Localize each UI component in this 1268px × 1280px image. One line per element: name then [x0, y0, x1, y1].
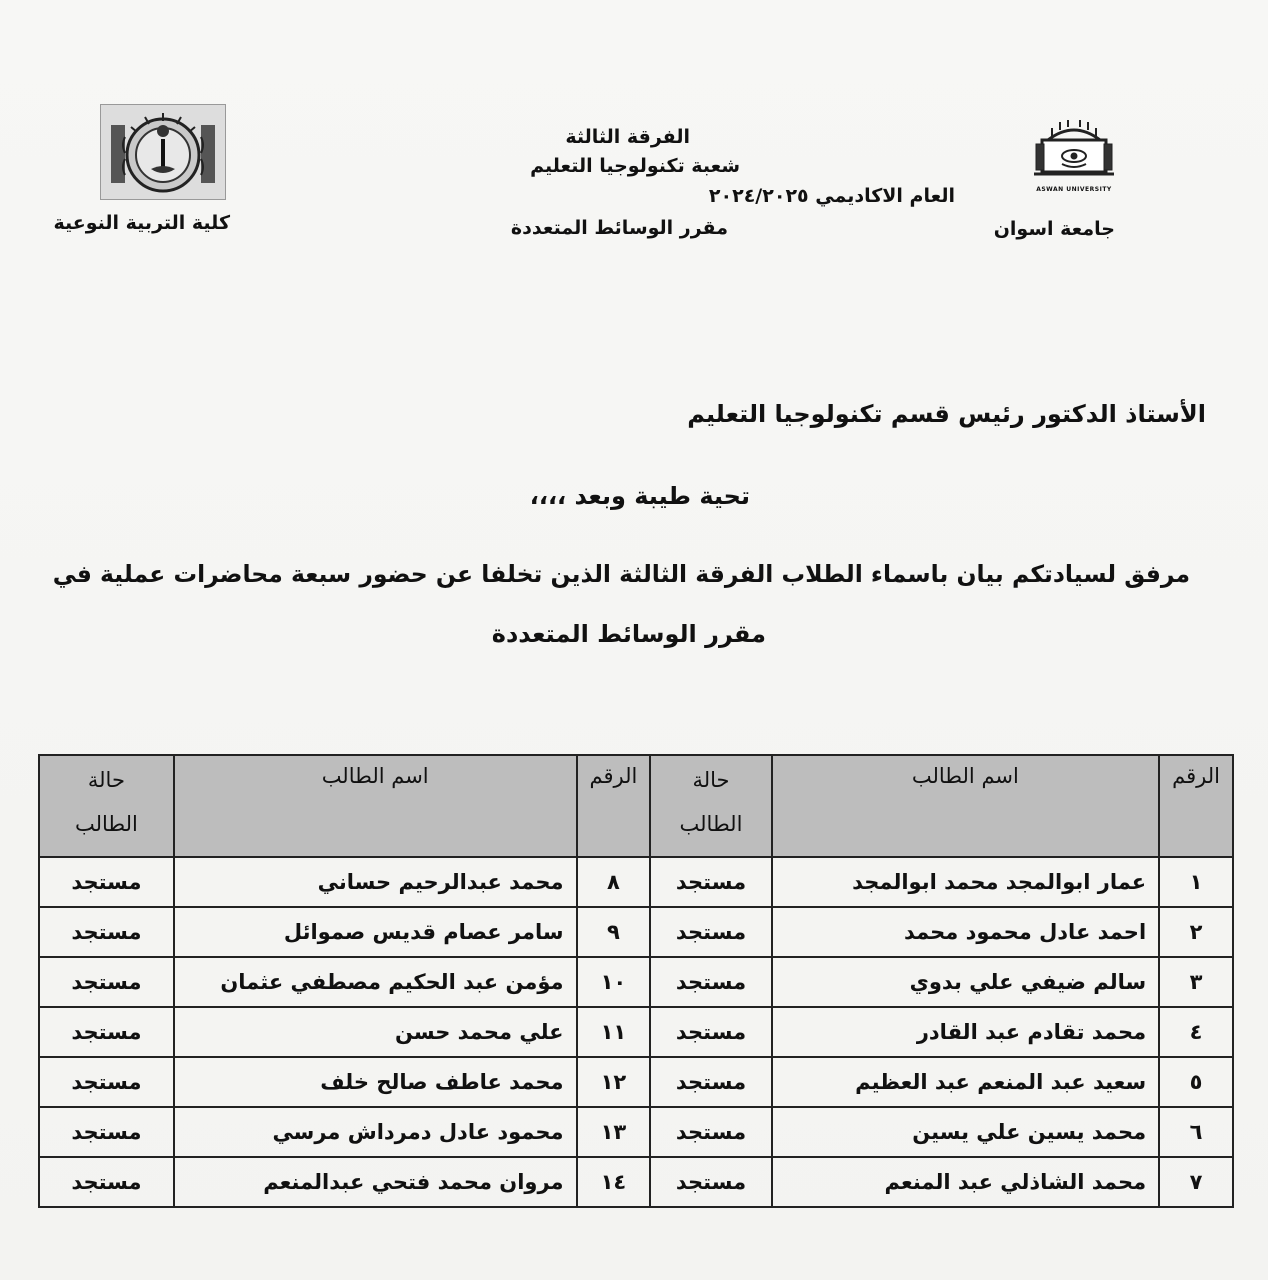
letter-addressee: الأستاذ الدكتور رئيس قسم تكنولوجيا التعليم — [687, 400, 1206, 428]
student-name: سعيد عبد المنعم عبد العظيم — [772, 1057, 1160, 1107]
student-name: محمد يسين علي يسين — [772, 1107, 1160, 1157]
student-name: محمد عبدالرحيم حساني — [174, 857, 577, 907]
table-row — [39, 1107, 1233, 1157]
header-number-2: الرقم — [577, 755, 651, 857]
row-number: ١٢ — [577, 1057, 651, 1107]
row-number: ٥ — [1159, 1057, 1233, 1107]
student-name: سامر عصام قديس صموائل — [174, 907, 577, 957]
student-name: مؤمن عبد الحكيم مصطفي عثمان — [174, 957, 577, 1007]
header-status-2: حالة الطالب — [39, 755, 174, 857]
faculty-name: كلية التربية النوعية — [53, 212, 230, 234]
row-number: ١٣ — [577, 1107, 651, 1157]
header-name-2: اسم الطالب — [174, 755, 577, 857]
letter-body-line2: مقرر الوسائط المتعددة — [491, 620, 766, 648]
header-name: اسم الطالب — [772, 755, 1160, 857]
row-number: ٢ — [1159, 907, 1233, 957]
student-name: محمود عادل دمرداش مرسي — [174, 1107, 577, 1157]
course-name: مقرر الوسائط المتعددة — [510, 217, 728, 239]
row-number: ٤ — [1159, 1007, 1233, 1057]
faculty-logo — [100, 104, 226, 200]
row-number: ١٠ — [577, 957, 651, 1007]
row-number: ١٤ — [577, 1157, 651, 1207]
row-number: ٣ — [1159, 957, 1233, 1007]
row-number: ٧ — [1159, 1157, 1233, 1207]
header-status: حالة الطالب — [650, 755, 771, 857]
student-status: مستجد — [39, 857, 174, 907]
student-status: مستجد — [650, 1057, 771, 1107]
row-number: ١١ — [577, 1007, 651, 1057]
attendance-table — [38, 754, 1234, 1208]
table-row — [39, 1007, 1233, 1057]
letter-greeting: تحية طيبة وبعد ،،،، — [529, 482, 750, 510]
student-name: محمد تقادم عبد القادر — [772, 1007, 1160, 1057]
letter-body-line1: مرفق لسيادتكم بيان باسماء الطلاب الفرقة الثالثة الذين تخلفا عن حضور سبعة محاضرات عملية في — [52, 560, 1190, 588]
student-status: مستجد — [39, 1057, 174, 1107]
student-name: محمد الشاذلي عبد المنعم — [772, 1157, 1160, 1207]
row-number: ٨ — [577, 857, 651, 907]
student-status: مستجد — [650, 1157, 771, 1207]
table-row — [39, 857, 1233, 907]
table-header-row — [39, 755, 1233, 857]
student-name: علي محمد حسن — [174, 1007, 577, 1057]
table-row — [39, 1157, 1233, 1207]
university-logo-caption: ASWAN UNIVERSITY — [1036, 186, 1112, 193]
table-row — [39, 957, 1233, 1007]
student-name: محمد عاطف صالح خلف — [174, 1057, 577, 1107]
year-level: الفرقة الثالثة — [565, 126, 690, 148]
student-status: مستجد — [650, 857, 771, 907]
student-name: احمد عادل محمود محمد — [772, 907, 1160, 957]
student-status: مستجد — [39, 1157, 174, 1207]
row-number: ١ — [1159, 857, 1233, 907]
student-name: عمار ابوالمجد محمد ابوالمجد — [772, 857, 1160, 907]
division-name: شعبة تكنولوجيا التعليم — [530, 155, 740, 177]
student-name: مروان محمد فتحي عبدالمنعم — [174, 1157, 577, 1207]
student-name: سالم ضيفي علي بدوي — [772, 957, 1160, 1007]
university-name: جامعة اسوان — [993, 218, 1115, 240]
student-status: مستجد — [650, 1007, 771, 1057]
student-status: مستجد — [650, 957, 771, 1007]
student-status: مستجد — [39, 1007, 174, 1057]
student-status: مستجد — [650, 907, 771, 957]
academic-year: العام الاكاديمي ٢٠٢٤/٢٠٢٥ — [708, 185, 955, 207]
table-row — [39, 1057, 1233, 1107]
student-status: مستجد — [650, 1107, 771, 1157]
aswan-university-logo — [1028, 118, 1120, 196]
row-number: ٦ — [1159, 1107, 1233, 1157]
student-status: مستجد — [39, 907, 174, 957]
header-number: الرقم — [1159, 755, 1233, 857]
student-status: مستجد — [39, 957, 174, 1007]
table-row — [39, 907, 1233, 957]
student-status: مستجد — [39, 1107, 174, 1157]
row-number: ٩ — [577, 907, 651, 957]
